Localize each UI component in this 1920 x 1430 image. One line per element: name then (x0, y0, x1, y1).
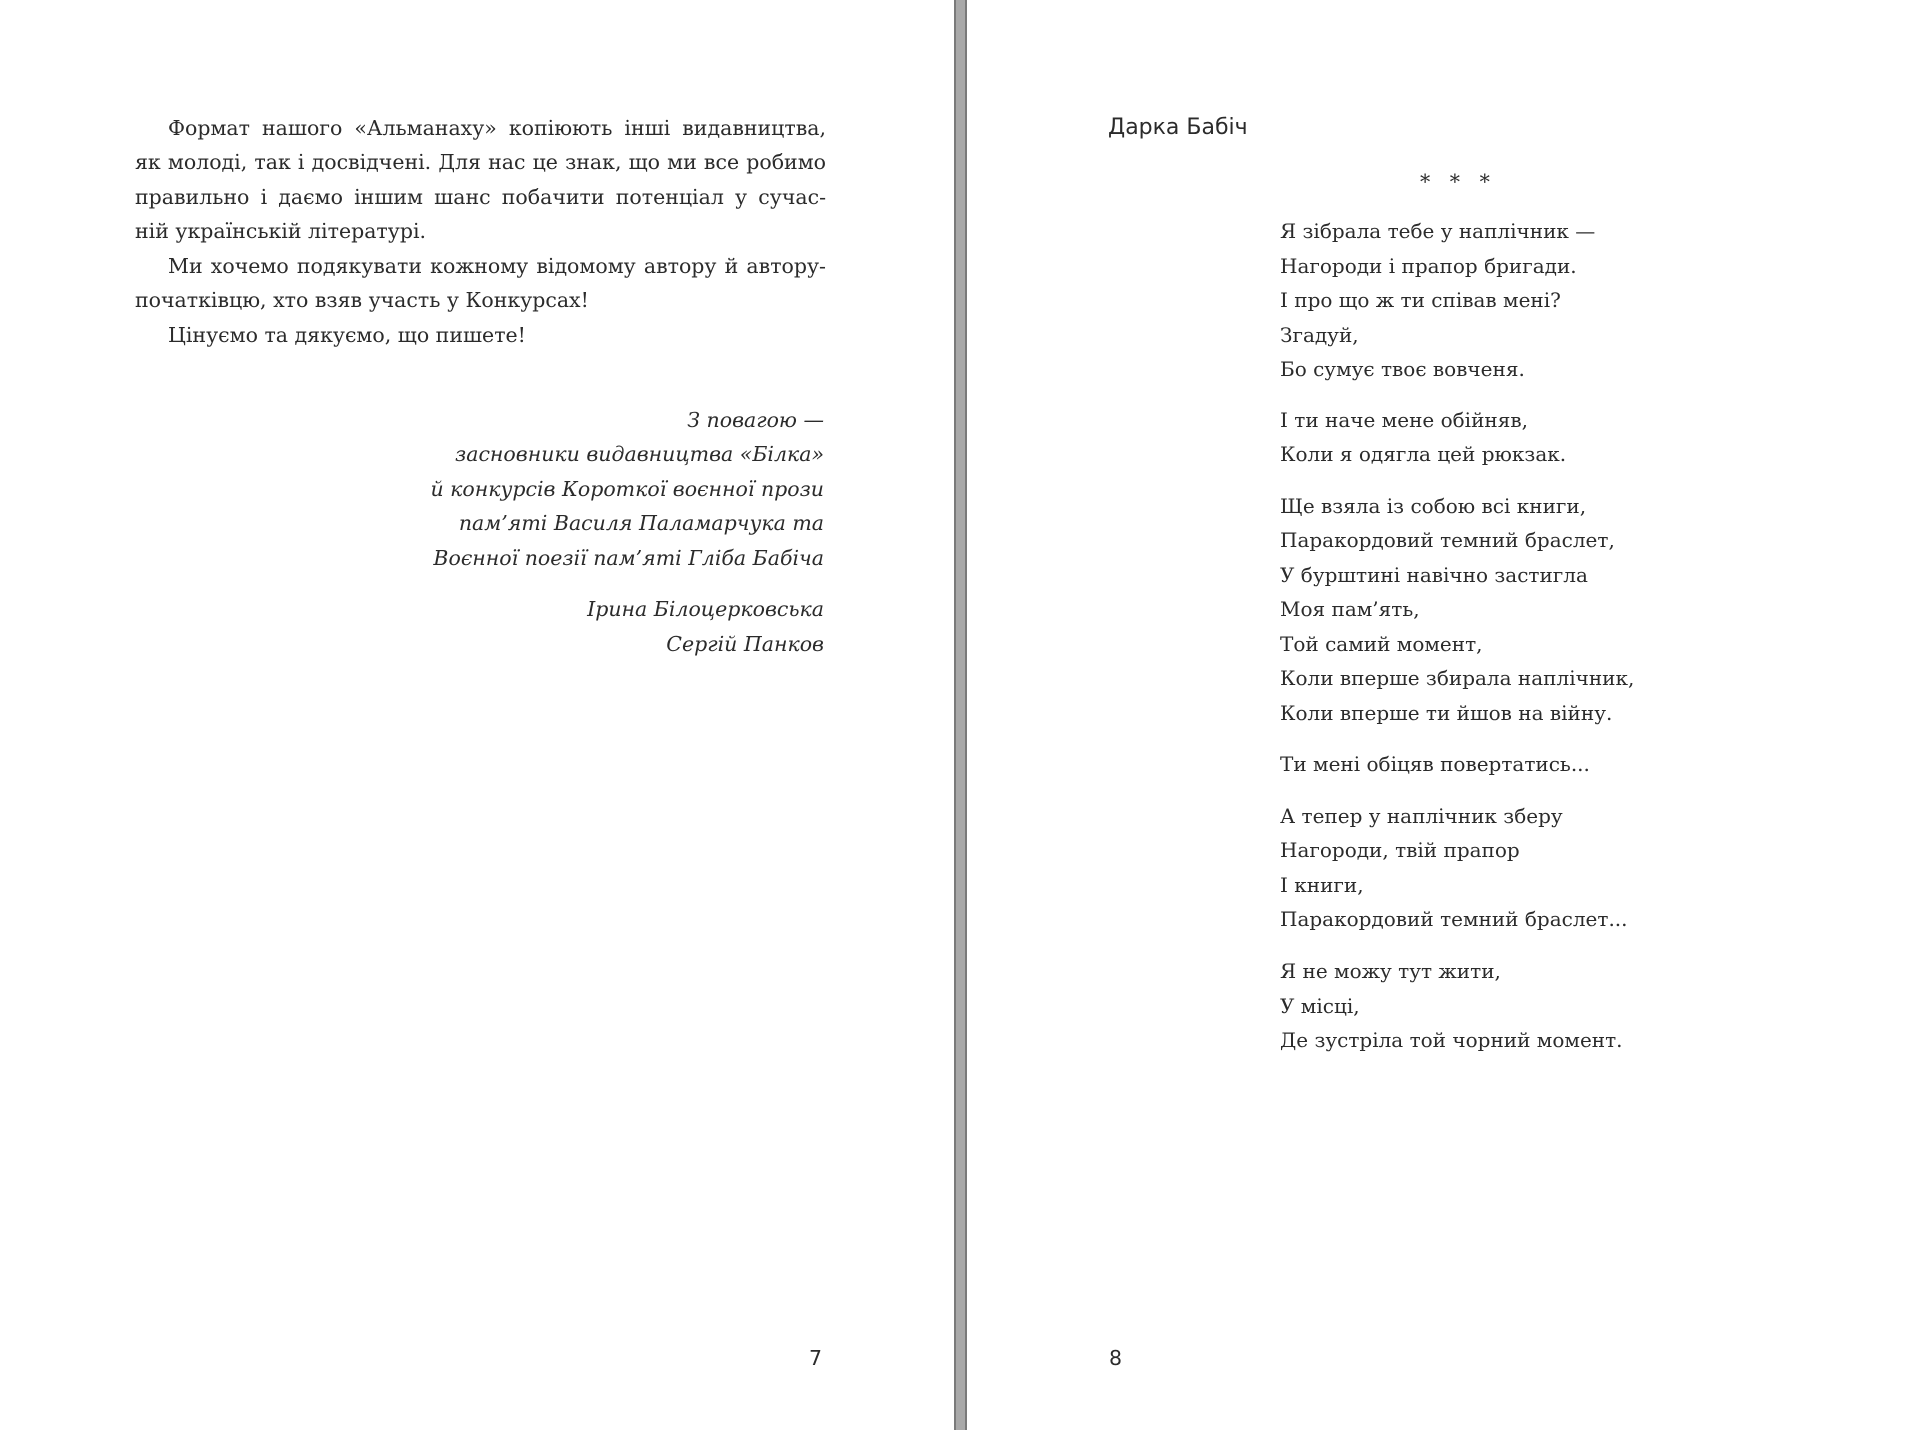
poem-line: Де зустріла той чорний момент. (1280, 1028, 1623, 1053)
signature-line: засновники видавництва «Білка» (455, 442, 824, 467)
poem-line: Я не можу тут жити, (1280, 959, 1501, 984)
poem-line: Я зібрала тебе у наплічник — (1280, 219, 1596, 244)
poem-line: І ти наче мене обійняв, (1280, 407, 1528, 432)
poem-line: Паракордовий темний браслет... (1280, 907, 1628, 932)
paragraph-line: правильно і даємо іншим шанс побачити потенціал у сучас- (135, 184, 826, 209)
page-number: 8 (1109, 1345, 1123, 1370)
poem-line: Ще взяла із собою всі книги, (1280, 493, 1587, 518)
paragraph-line: ній українській літературі. (135, 219, 427, 244)
signature-line: З повагою — (687, 407, 824, 432)
paragraph-line: початківцю, хто взяв участь у Конкурсах! (135, 288, 589, 313)
poem-line: А тепер у наплічник зберу (1280, 804, 1563, 829)
author-name: Дарка Бабіч (1108, 115, 1248, 140)
poem-line: У бурштині навічно застигла (1280, 562, 1588, 587)
section-separator: * * * (1420, 170, 1490, 195)
poem-line: Коли вперше збирала наплічник, (1280, 666, 1635, 691)
poem-line: У місці, (1280, 993, 1360, 1018)
right-page (967, 0, 1920, 1430)
poem-line: Нагороди і прапор бригади. (1280, 253, 1577, 278)
poem-line: І про що ж ти співав мені? (1280, 288, 1561, 313)
signature-line: й конкурсів Короткої воєнної прози (430, 476, 824, 501)
poem-line: Моя пам’ять, (1280, 597, 1420, 622)
paragraph-line: Цінуємо та дякуємо, що пишете! (168, 322, 526, 347)
poem-line: Нагороди, твій прапор (1280, 838, 1520, 863)
poem-line: Бо сумує твоє вовченя. (1280, 357, 1525, 382)
signature-line: Воєнної поезії пам’яті Гліба Бабіча (433, 545, 824, 570)
founder-name: Сергій Панков (666, 631, 824, 656)
paragraph-line: як молоді, так і досвідчені. Для нас це знак, що ми все робимо (135, 150, 826, 175)
poem-line: Коли вперше ти йшов на війну. (1280, 700, 1613, 725)
poem-line: І книги, (1280, 872, 1364, 897)
poem-line: Коли я одягла цей рюкзак. (1280, 442, 1567, 467)
poem-line: Паракордовий темний браслет, (1280, 528, 1615, 553)
paragraph-line: Ми хочемо подякувати кожному відомому автору й автору- (168, 253, 826, 278)
paragraph-line: Формат нашого «Альманаху» копіюють інші видавництва, (168, 116, 826, 140)
founder-name: Ірина Білоцерковська (587, 597, 824, 622)
poem-line: Ти мені обіцяв повертатись... (1280, 752, 1590, 777)
left-page (0, 0, 954, 1430)
poem-line: Той самий момент, (1280, 631, 1483, 656)
poem-line: Згадуй, (1280, 322, 1359, 347)
page-number: 7 (808, 1345, 822, 1370)
signature-line: пам’яті Василя Паламарчука та (458, 511, 824, 536)
page-divider (954, 0, 967, 1430)
